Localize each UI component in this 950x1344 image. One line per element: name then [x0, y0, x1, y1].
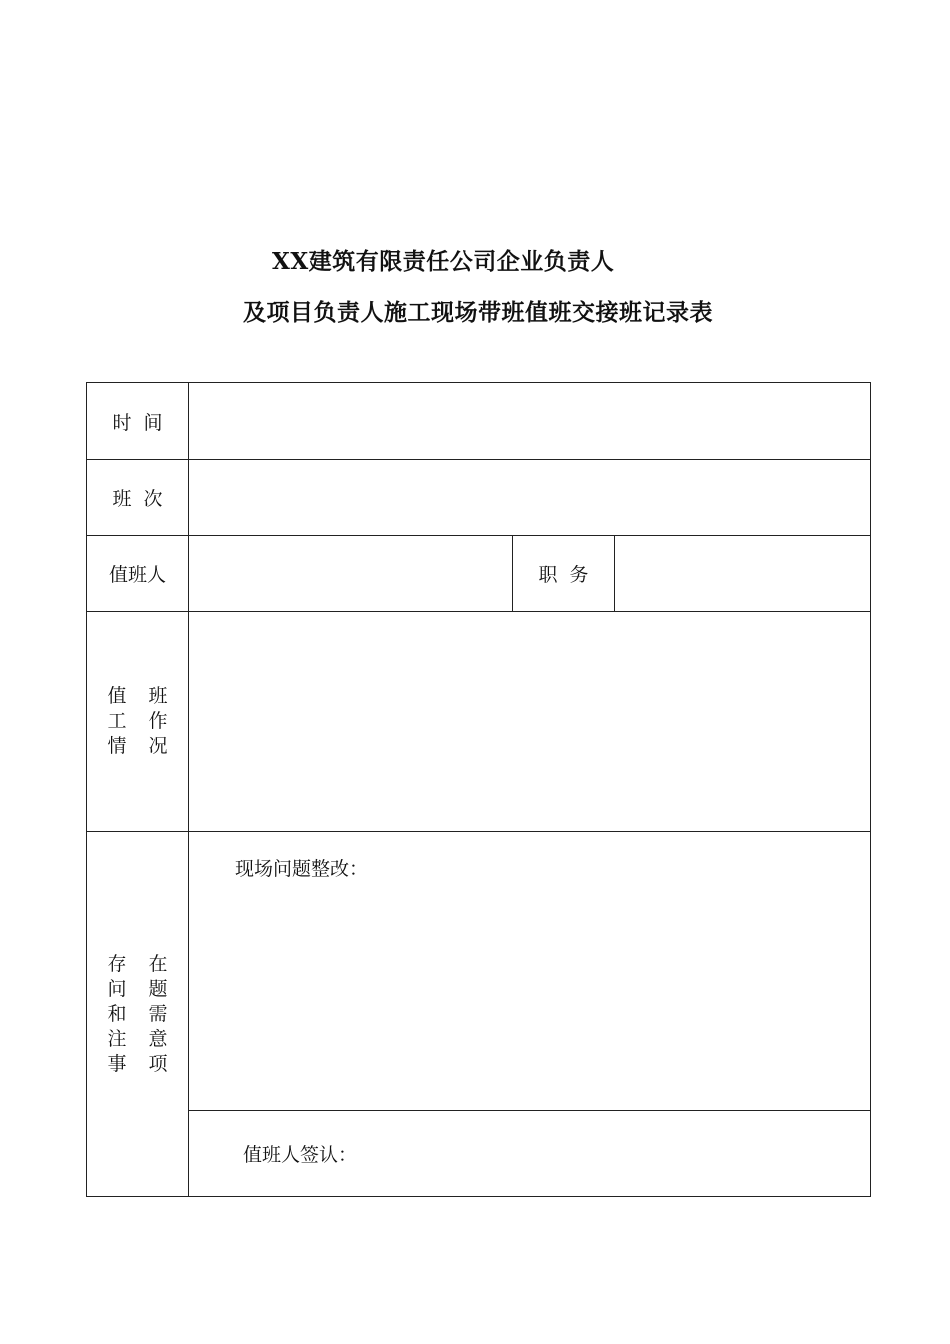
shift-label: 班 次: [87, 460, 189, 536]
work-status-field[interactable]: [189, 612, 871, 832]
time-label: 时 间: [87, 383, 189, 460]
issues-label: [87, 832, 189, 1197]
shift-field[interactable]: [189, 460, 871, 536]
rectification-field[interactable]: [189, 832, 871, 1111]
issues-label-line: 注 意: [107, 1027, 168, 1050]
duty-person-label: 值班人: [87, 536, 189, 612]
time-field[interactable]: [189, 383, 871, 460]
work-status-label-line: 值 班: [107, 685, 168, 707]
signature-label: 值班人签认：: [243, 1144, 358, 1166]
issues-label-line: 问 题: [107, 977, 168, 1000]
work-status-label-line: 情况: [107, 735, 168, 757]
rectification-label: 现场问题整改：: [235, 858, 369, 880]
position-field[interactable]: [615, 536, 871, 612]
work-status-label: [87, 612, 189, 832]
position-label: 职 务: [513, 536, 615, 612]
handover-record-table: [86, 382, 871, 1197]
issues-label-line: 事 项: [107, 1052, 168, 1075]
duty-person-field[interactable]: [189, 536, 513, 612]
form-title-line-1: XX建筑有限责任公司企业负责人: [272, 248, 615, 275]
form-title-line-2: 及项目负责人施工现场带班值班交接班记录表: [243, 299, 713, 326]
signature-field[interactable]: [189, 1111, 871, 1197]
work-status-label-line: 工 作: [107, 710, 168, 732]
issues-label-line: 存 在: [107, 952, 168, 975]
issues-label-line: 和 需: [107, 1002, 168, 1025]
